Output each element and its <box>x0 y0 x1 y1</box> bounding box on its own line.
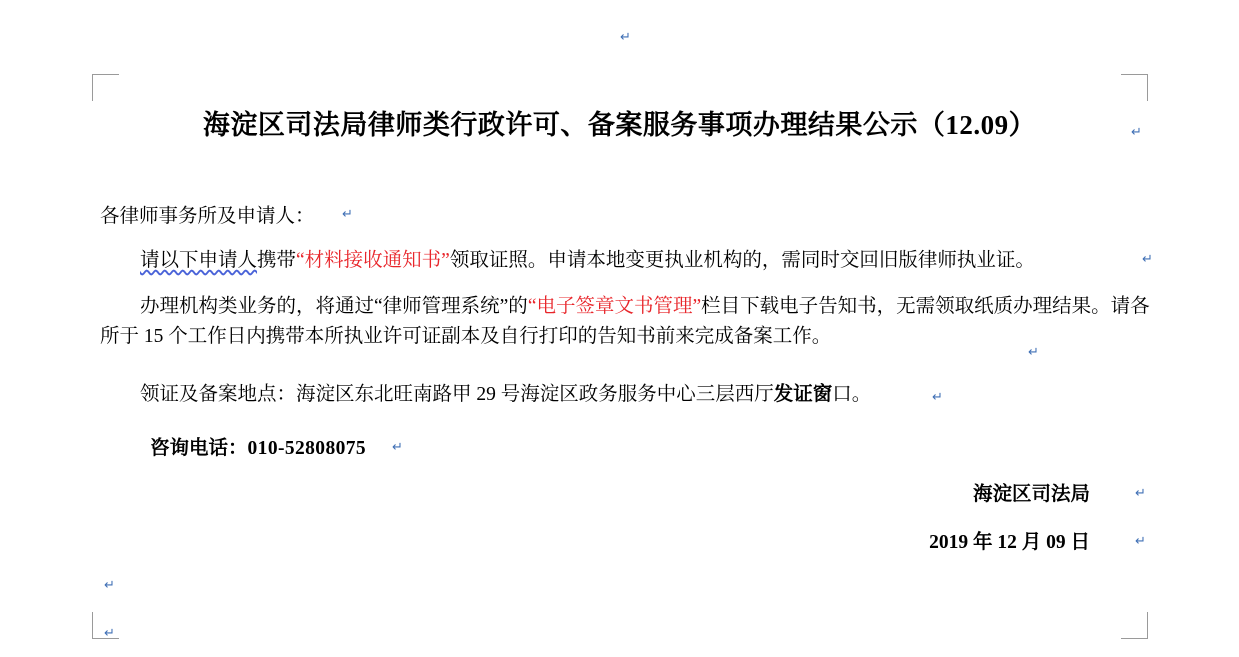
body2-part1: 办理机构类业务的，将通过“律师管理系统”的 <box>140 296 528 317</box>
paragraph-mark-blank-2: ↵ <box>104 625 115 640</box>
body-paragraph-1 <box>100 246 1160 276</box>
paragraph-mark-signature-org: ↵ <box>1135 485 1146 500</box>
paragraph-mark-body2: ↵ <box>1028 344 1039 359</box>
contact-phone-label: 咨询电话： <box>150 438 248 459</box>
body-paragraph-3 <box>100 380 1160 410</box>
body2-quote-esign-doc-management: “电子签章文书管理” <box>527 296 702 317</box>
page-title-number: 12.09 <box>945 110 1009 140</box>
crop-mark-top-left <box>92 74 119 101</box>
paragraph-mark-body3: ↵ <box>932 389 943 404</box>
body3-part1: 领证及备案地点：海淀区东北旺南路甲 29 号海淀区政务服务中心三层西厅 <box>140 384 774 405</box>
page-title-text: 海淀区司法局律师类行政许可、备案服务事项办理结果公示（ <box>202 110 946 140</box>
paragraph-mark-salutation: ↵ <box>342 206 353 221</box>
contact-phone-line <box>150 434 366 464</box>
paragraph-mark-body1: ↵ <box>1142 251 1153 266</box>
body1-before-quote: 携带 <box>257 250 297 271</box>
paragraph-mark-top: ↵ <box>620 29 631 44</box>
signature-organization: 海淀区司法局 <box>972 484 1090 505</box>
contact-phone-number: 010-52808075 <box>247 438 367 459</box>
paragraph-mark-title: ↵ <box>1131 124 1142 139</box>
body-paragraph-2 <box>100 292 1162 352</box>
crop-mark-top-right <box>1121 74 1148 101</box>
salutation-line: 各律师事务所及申请人： <box>100 206 315 227</box>
body2-part2: 栏目下载电子告知书，无需领取纸质办理结果。请各所于 15 个工作日内携带本所执业许可证副本及自行打印的告知书前来完成备案工作。 <box>100 296 1150 347</box>
page-title-tail: ） <box>1008 110 1037 140</box>
signature-date: 2019 年 12 月 09 日 <box>929 532 1090 553</box>
paragraph-mark-phone: ↵ <box>392 439 403 454</box>
body1-after-quote: 领取证照。申请本地变更执业机构的，需同时交回旧版律师执业证。 <box>449 250 1035 271</box>
crop-mark-bottom-right <box>1121 612 1148 639</box>
body1-underlined-lead: 请以下申请人 <box>140 250 258 271</box>
paragraph-mark-blank-1: ↵ <box>104 577 115 592</box>
paragraph-mark-signature-date: ↵ <box>1135 533 1146 548</box>
body3-part2: 口。 <box>832 384 872 405</box>
body3-bold-window: 发证窗 <box>773 384 833 405</box>
body1-quote-material-notice: “材料接收通知书” <box>296 250 450 271</box>
page-title <box>92 103 1147 142</box>
